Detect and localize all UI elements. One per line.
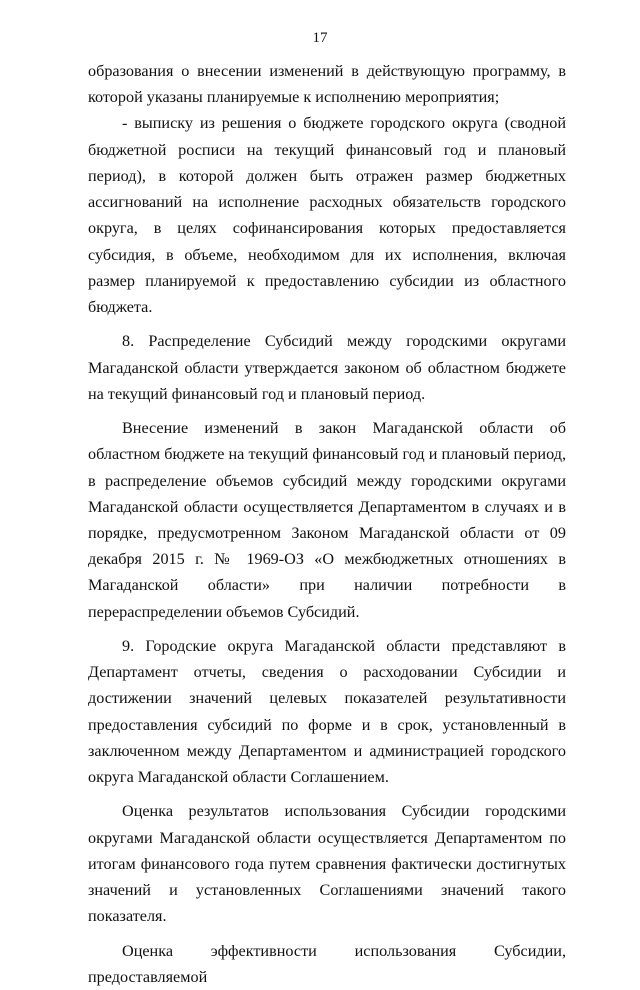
paragraph-program-changes: образования о внесении изменений в действующую программу, в которой указаны планируемые к исполнению мероприятия;: [88, 62, 566, 107]
paragraph-budget-amendments: Внесение изменений в закон Магаданской области об областном бюджете на текущий финансовый год и плановый период, в распределение объемов субсидий между городскими округами Магаданской области осуществляется Департаментом в случаях и в порядке, предусмотренном Законом Магаданской области от 09 декабря 2015 г. № 1969-ОЗ «О межбюджетных отношениях в Магаданской области» при наличии потребности в перераспределении объемов Субсидий.: [88, 419, 566, 621]
paragraph-item-8: 8. Распределение Субсидий между городскими округами Магаданской области утверждается законом об областном бюджете на текущий финансовый год и плановый период.: [88, 332, 566, 403]
page-number: 17: [312, 30, 328, 46]
document-body: [88, 58, 566, 990]
paragraph-efficiency-assessment: Оценка эффективности использования Субсидии, предоставляемой: [88, 941, 566, 986]
paragraph-budget-extract: - выписку из решения о бюджете городского округа (сводной бюджетной росписи на текущий финансовый год и плановый период), в которой должен быть отражен размер бюджетных ассигнований на исполнение расходных обязательств городского округа, в целях софинансирования которых предоставляется субсидия, в объеме, необходимом для их исполнения, включая размер планируемой к предоставлению субсидии из областного бюджета.: [88, 114, 566, 317]
paragraph-results-assessment: Оценка результатов использования Субсидии городскими округами Магаданской области осуществляется Департаментом по итогам финансового года путем сравнения фактически достигнутых значений и установленных Соглашениями значений такого показателя.: [88, 802, 566, 926]
paragraph-item-9: 9. Городские округа Магаданской области представляют в Департамент отчеты, сведения о расходовании Субсидии и достижении значений целевых показателей результативности предоставления субсидий по форме и в срок, установленный в заключенном между Департаментом и администрацией городского округа Магаданской области Соглашением.: [88, 636, 566, 787]
